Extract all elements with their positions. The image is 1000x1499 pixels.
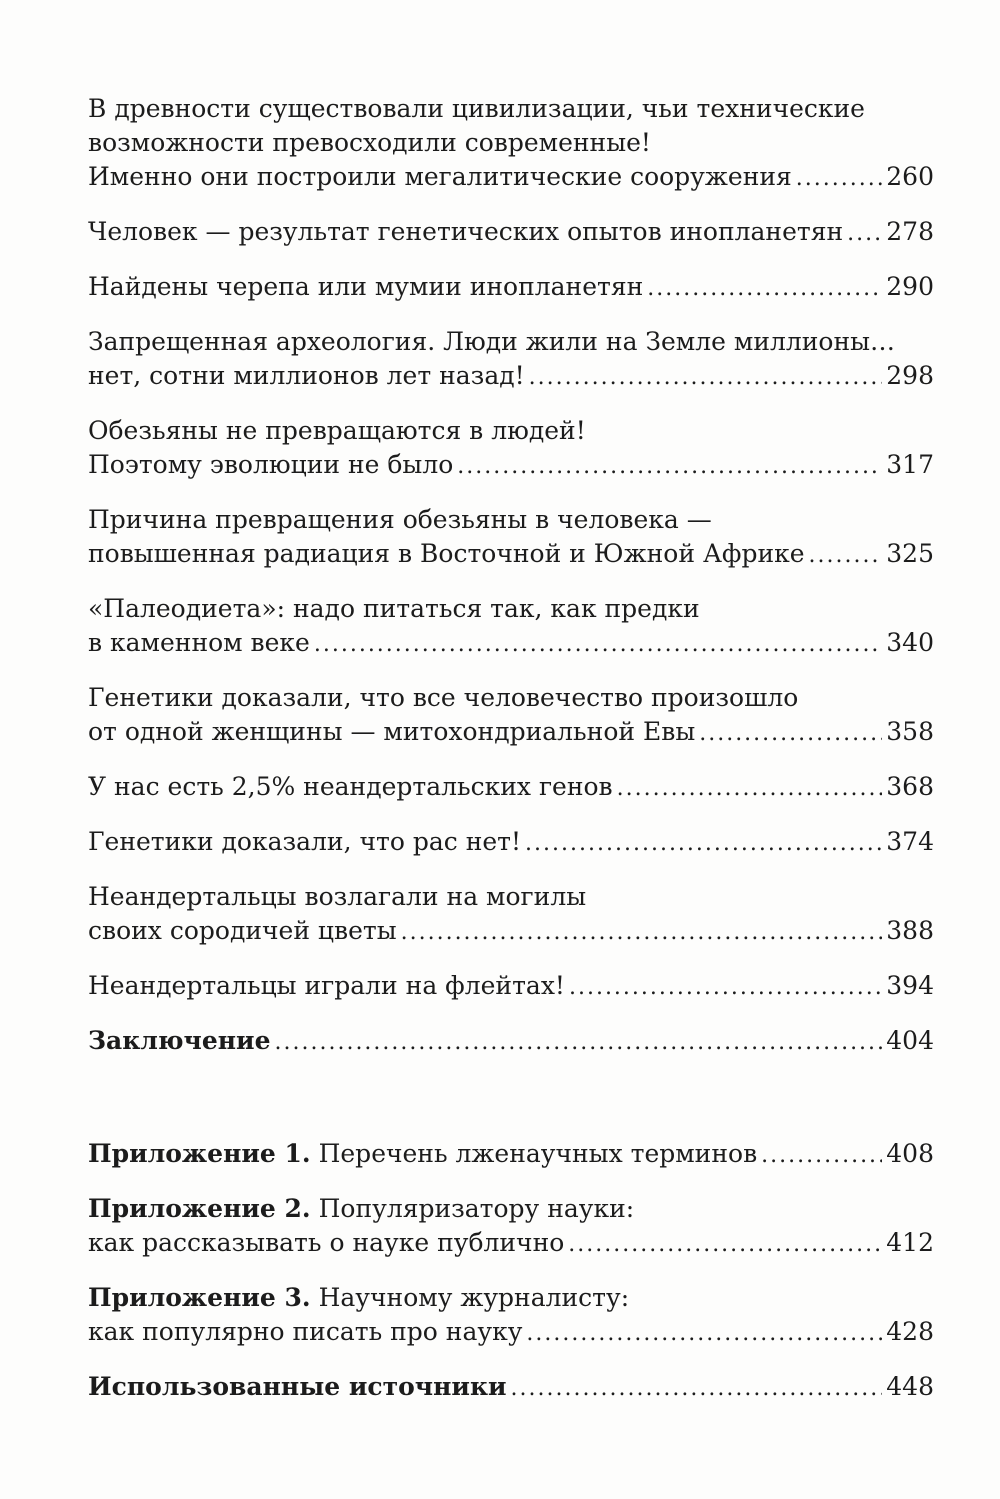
toc-entry <box>88 414 934 484</box>
toc-entry <box>88 770 934 806</box>
appendix-title: Приложение 2. <box>88 1194 311 1223</box>
toc-entry-text: как рассказывать о науке публично <box>88 1228 565 1257</box>
toc-entry-text: нет, сотни миллионов лет назад! <box>88 361 525 390</box>
toc-entry-text: Поэтому эволюции не было <box>88 450 454 479</box>
toc-entry-text: Человек — результат генетических опытов инопланетян <box>88 217 844 246</box>
appendix-title: Приложение 1. <box>88 1139 311 1168</box>
toc-entry-text: Найдены черепа или мумии инопланетян <box>88 272 644 301</box>
toc-page-number: 404 <box>886 1026 934 1055</box>
toc-entry-text: В древности существовали цивилизации, чьи технические <box>88 94 865 123</box>
leader-dots <box>529 361 883 395</box>
leader-dots <box>847 217 882 251</box>
leader-dots <box>511 1372 883 1406</box>
toc-page-number: 412 <box>886 1228 934 1257</box>
toc-entry-text: Генетики доказали, что все человечество произошло <box>88 683 799 712</box>
toc-entry-text: Перечень лженаучных терминов <box>310 1139 758 1168</box>
toc-entry-text: Причина превращения обезьяны в человека — <box>88 505 712 534</box>
leader-dots <box>457 450 882 484</box>
leader-dots <box>526 1317 882 1351</box>
toc-entry <box>88 270 934 306</box>
toc-appendix-entry <box>88 1137 934 1173</box>
leader-dots <box>617 772 883 806</box>
toc-appendix-entry <box>88 1192 934 1262</box>
toc-page-number: 260 <box>886 162 934 191</box>
toc-page-number: 358 <box>886 717 934 746</box>
toc-entry-text: «Палеодиета»: надо питаться так, как предки <box>88 594 700 623</box>
section-spacer <box>88 1079 934 1137</box>
leader-dots <box>275 1026 883 1060</box>
leader-dots <box>314 628 882 662</box>
toc-entry-text: в каменном веке <box>88 628 310 657</box>
leader-dots <box>525 827 882 861</box>
toc-entry-text: повышенная радиация в Восточной и Южной Африке <box>88 539 805 568</box>
toc-entry <box>88 503 934 573</box>
toc-page-number: 325 <box>886 539 934 568</box>
toc-appendix-entry <box>88 1281 934 1351</box>
toc-entry <box>88 681 934 751</box>
toc-entry-text: от одной женщины — митохондриальной Евы <box>88 717 696 746</box>
leader-dots <box>699 717 882 751</box>
toc-entry-conclusion <box>88 1024 934 1060</box>
toc-entry-text: Популяризатору науки: <box>310 1194 635 1223</box>
toc-entry-text: Неандертальцы играли на флейтах! <box>88 971 565 1000</box>
toc-entry <box>88 825 934 861</box>
toc-entry-text: Неандертальцы возлагали на могилы <box>88 882 587 911</box>
sources-title: Использованные источники <box>88 1372 507 1401</box>
toc-sources-entry <box>88 1370 934 1406</box>
toc-page-number: 340 <box>886 628 934 657</box>
toc-entry-text: Обезьяны не превращаются в людей! <box>88 416 586 445</box>
toc-page-number: 388 <box>886 916 934 945</box>
toc-entry-text: Именно они построили мегалитические сооружения <box>88 162 792 191</box>
table-of-contents <box>88 92 934 1425</box>
toc-page-number: 317 <box>886 450 934 479</box>
leader-dots <box>796 162 882 196</box>
toc-page-number: 290 <box>886 272 934 301</box>
toc-entry-text: Запрещенная археология. Люди жили на Земле миллионы… <box>88 327 896 356</box>
toc-page-number: 278 <box>886 217 934 246</box>
appendix-title: Приложение 3. <box>88 1283 311 1312</box>
toc-entry <box>88 592 934 662</box>
toc-entry <box>88 92 934 196</box>
toc-entry <box>88 325 934 395</box>
toc-page-number: 448 <box>886 1372 934 1401</box>
toc-entry-text: Генетики доказали, что рас нет! <box>88 827 522 856</box>
toc-page-number: 374 <box>886 827 934 856</box>
toc-entry-text: своих сородичей цветы <box>88 916 397 945</box>
toc-page-number: 298 <box>886 361 934 390</box>
toc-entry-text: Заключение <box>88 1026 271 1055</box>
toc-page-number: 428 <box>886 1317 934 1346</box>
toc-page-number: 368 <box>886 772 934 801</box>
toc-page-number: 394 <box>886 971 934 1000</box>
toc-entry <box>88 215 934 251</box>
leader-dots <box>568 1228 882 1262</box>
toc-entry <box>88 880 934 950</box>
leader-dots <box>401 916 883 950</box>
toc-entry-text: Научному журналисту: <box>310 1283 630 1312</box>
leader-dots <box>647 272 882 306</box>
toc-entry <box>88 969 934 1005</box>
toc-page-number: 408 <box>886 1139 934 1168</box>
toc-entry-text: возможности превосходили современные! <box>88 128 651 157</box>
toc-entry-text: У нас есть 2,5% неандертальских генов <box>88 772 613 801</box>
leader-dots <box>761 1139 882 1173</box>
leader-dots <box>809 539 883 573</box>
toc-entry-text: как популярно писать про науку <box>88 1317 523 1346</box>
leader-dots <box>569 971 882 1005</box>
